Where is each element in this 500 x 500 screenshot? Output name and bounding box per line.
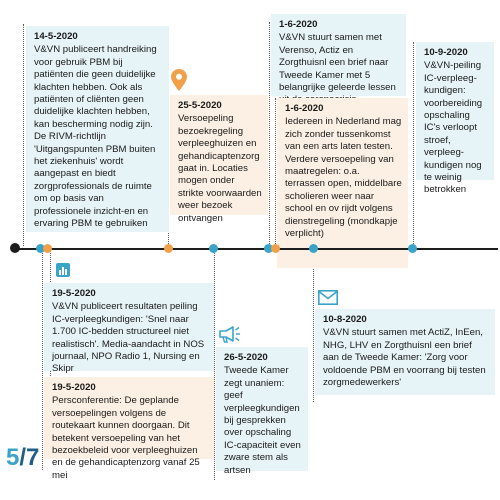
timeline-card-19-5-persconferentie: [44, 377, 214, 481]
connector-line: [269, 22, 270, 246]
timeline-dot: [271, 244, 280, 253]
timeline-card-19-5-peiling: [44, 283, 214, 375]
card-date: 1-6-2020: [285, 103, 324, 114]
card-text: V&VN-peiling IC-verpleeg-kundigen: voorbereiding opschaling IC's verloopt stroef, verpleeg-kundigen nog te weinig betrokken: [424, 60, 483, 196]
card-text: V&VN stuurt samen met Verenso, Actiz en Zorgthuisnl een brief naar Tweede Kamer met 5 belangrijke geleerde lessen: [279, 32, 396, 94]
connector-line: [413, 42, 414, 246]
timeline-card-14-5: [26, 26, 169, 232]
card-text: Persconferentie: De geplande versoepelingen volgens de routekaart kunnen doorgaan. Dit betekent versoepeling van het bezoekbeleid voor verpleeghuizen en de gehandicaptenzorg vanaf 25 mei: [52, 395, 200, 481]
card-text: V&VN stuurt samen met ActiZ, InEen, NHG, LHV en Zorgthuisnl een brief aan de Tweede Kamer: 'Zorg voor voldoende PBM en voorrang bij testen zorgmedewerkers': [323, 327, 486, 389]
card-text: Iedereen in Nederland mag zich zonder tussenkomst van een arts laten testen. Verdere versoepeling van maatregelen: o.a. terrassen open, middelbare scholieren weer naar school en ov rijdt volgens dienstregeling (mondkapje verplicht): [285, 116, 402, 240]
timeline-card-10-9: [416, 42, 494, 196]
page-current: 5: [6, 444, 20, 471]
timeline-card-1-6-brief: [271, 14, 406, 96]
card-date: 10-8-2020: [323, 314, 367, 325]
timeline-card-26-5: [216, 347, 308, 476]
timeline-card-10-8: [315, 309, 495, 395]
card-text: V&VN publiceert resultaten peiling IC-verpleegkundigen: 'Snel naar 1.700 IC-bedden structureel niet realistisch'. Media-aandacht in NOS journaal, NPO Radio 1, Nursing en Skipr: [52, 301, 205, 375]
timeline-axis: [14, 248, 498, 250]
map-pin-icon: [171, 69, 187, 91]
connector-line: [214, 250, 215, 480]
card-date: 10-9-2020: [424, 47, 468, 58]
card-text: Tweede Kamer zegt unaniem: geef verpleegkundigen bij gesprekken over opschaling IC-capaciteit even zware stem als artsen: [224, 365, 301, 476]
connector-line: [42, 250, 43, 470]
card-date: 19-5-2020: [52, 288, 96, 299]
timeline-dot: [408, 244, 417, 253]
card-date: 1-6-2020: [279, 19, 318, 30]
timeline-dot: [164, 244, 173, 253]
card-date: 14-5-2020: [34, 31, 78, 42]
page-number: [6, 444, 39, 472]
connector-line: [275, 98, 276, 246]
timeline-dot: [309, 244, 318, 253]
card-date: 19-5-2020: [52, 382, 96, 393]
megaphone-icon: [218, 324, 242, 344]
card-text: V&VN publiceert handreiking voor gebruik PBM bij patiënten die geen duidelijke klachten hebben. Ook als patiënten of cliënten geen duidelijke klachten hebben, kan bescherming nodig zijn. De RIVM-richtlijn 'Uitgangspunten PBM buiten het ziekenhuis' wordt aangepast en biedt zorgprofessionals de ruimte om op basis van professionele inzicht-en en ervaring PBM te gebruiken: [34, 44, 157, 230]
connector-line: [23, 24, 24, 246]
timeline-card-1-6-testen: [277, 98, 408, 268]
bar-chart-icon: [56, 263, 70, 277]
envelope-icon: [318, 290, 338, 305]
card-date: 25-5-2020: [178, 100, 222, 111]
card-date: 26-5-2020: [224, 352, 268, 363]
page-total: /7: [19, 444, 40, 471]
timeline-dot: [209, 244, 218, 253]
card-text: Versoepeling bezoekregeling verpleeghuizen en gehandicaptenzorg gaat in. Locaties mogen onder strikte voorwaarden weer bezoek ontvangen: [178, 113, 262, 224]
timeline-card-25-5: [170, 95, 268, 224]
connector-line: [313, 250, 314, 402]
timeline-dot: [10, 243, 20, 253]
timeline-dot: [43, 244, 52, 253]
